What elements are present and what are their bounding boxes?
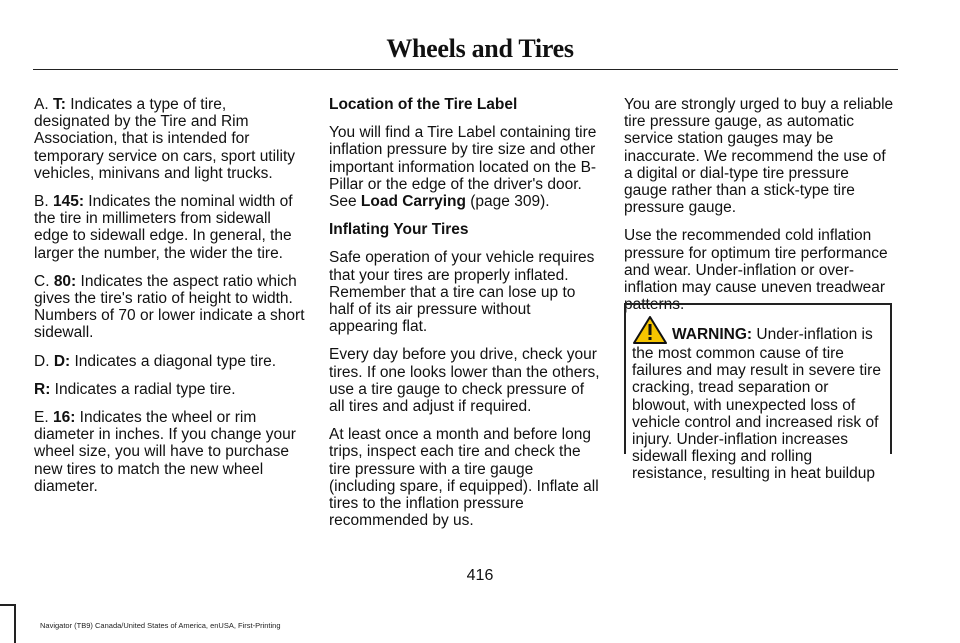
tire-code-e: E. 16: Indicates the wheel or rim diameter in inches. If you change your wheel size, you will have to purchase new tires to match the new wheel diameter.	[34, 409, 296, 495]
tire-code-d: D. D: Indicates a diagonal type tire.	[34, 352, 277, 370]
header-divider	[33, 69, 898, 70]
heading-inflating-tires: Inflating Your Tires	[329, 221, 469, 239]
tire-code-b: B. 145: Indicates the nominal width of the tire in millimeters from sidewall edge to sidewall edge. In general, the larger the number, the wider the tire.	[34, 193, 293, 262]
paragraph-cold-inflation: Use the recommended cold inflation pressure for optimum tire performance and wear. Under-inflation or over-inflation may cause uneven treadwear patterns.	[624, 227, 888, 314]
tire-label-paragraph: You will find a Tire Label containing tire inflation pressure by tire size and other important information located on the B-Pillar or the edge of the driver's door. See Load Carrying (page 309).	[329, 124, 597, 211]
crop-mark-left-vertical	[14, 604, 16, 643]
warning-text: Under-inflation is the most common cause of tire failures and may result in severe tire cracking, tread separation or blowout, with unexpected loss of vehicle control and increased risk of injury. Under-inflation increases sidewall flexing and rolling resistance, resulting in heat buildup	[632, 326, 881, 483]
paragraph-monthly-inspect: At least once a month and before long trips, inspect each tire and check the tire pressure with a tire gauge (including spare, if equipped). Inflate all tires to the inflation pressure recommended by us.	[329, 426, 599, 530]
column-left	[34, 96, 306, 506]
paragraph-safe-operation: Safe operation of your vehicle requires that your tires are properly inflated. Remember that a tire can lose up to half of its air pressure without appearing flat.	[329, 249, 595, 336]
page-number: 416	[466, 567, 494, 584]
heading-tire-label-location: Location of the Tire Label	[329, 96, 518, 113]
warning-box	[624, 303, 892, 483]
page-title: Wheels and Tires	[386, 34, 574, 63]
column-right	[624, 96, 896, 324]
warning-label: WARNING:	[672, 326, 753, 343]
column-middle	[329, 96, 601, 540]
paragraph-daily-check: Every day before you drive, check your tires. If one looks lower than the others, use a tire gauge to check pressure of all tires and adjust if required.	[329, 346, 600, 416]
warning-triangle-icon	[632, 315, 668, 345]
tire-code-c: C. 80: Indicates the aspect ratio which gives the tire's ratio of height to width. Numbers of 70 or lower indicate a short sidewall.	[34, 272, 305, 342]
paragraph-pressure-gauge: You are strongly urged to buy a reliable tire pressure gauge, as automatic service station gauges may be inaccurate. We recommend the use of a digital or dial-type tire pressure gauge rather than a stick-type tire pressure gauge.	[624, 96, 894, 217]
load-carrying-link[interactable]: Load Carrying	[360, 193, 466, 211]
tire-code-a: A. T: Indicates a type of tire, designated by the Tire and Rim Association, that is intended for temporary service on cars, sport utility vehicles, minivans and light trucks.	[34, 96, 296, 182]
crop-mark-left-horizontal	[0, 604, 15, 606]
tire-code-r: R: Indicates a radial type tire.	[34, 380, 236, 398]
edition-footer: Navigator (TB9) Canada/United States of America, enUSA, First-Printing	[40, 621, 281, 630]
